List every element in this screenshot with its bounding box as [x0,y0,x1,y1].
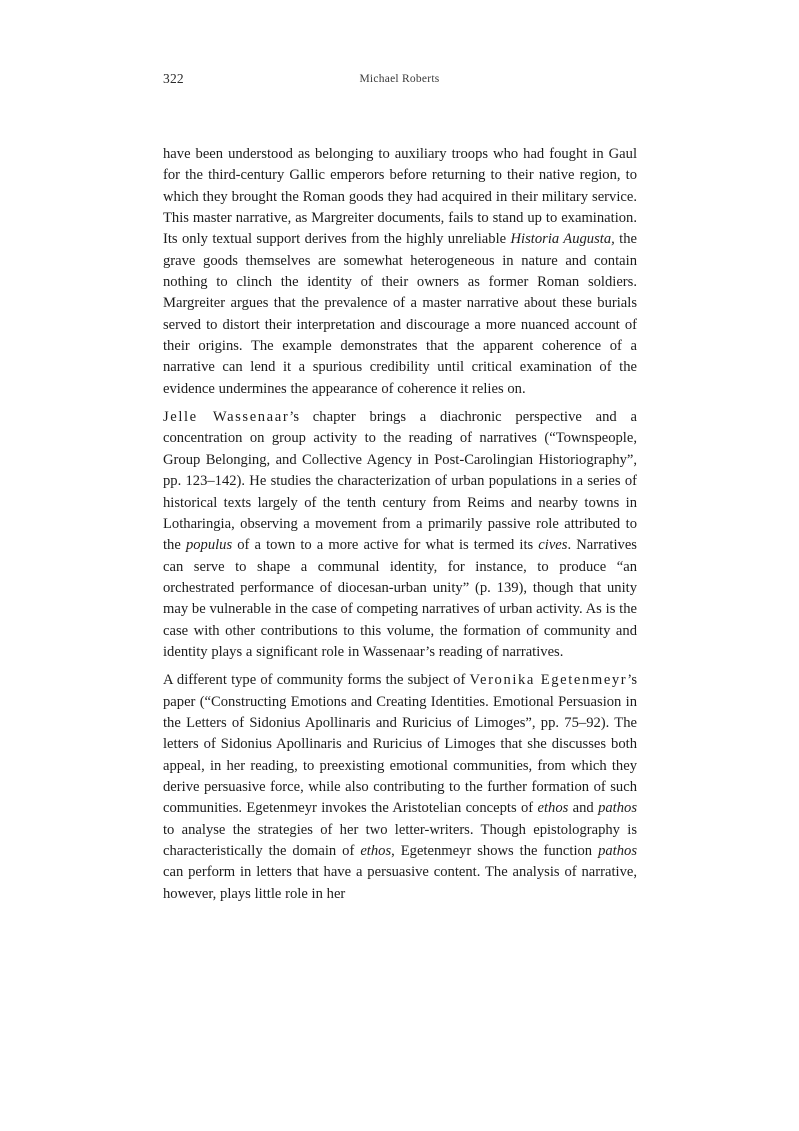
italic-text: ethos [537,800,569,817]
italic-text: Historia Augusta, [510,231,615,248]
body-text-column [163,144,637,905]
italic-text: pathos [598,843,637,859]
paragraph: Jelle Wassenaar’s chapter brings a diachronic perspective and a concentration on group activity to the reading of narratives (“Townspeople, Group Belonging, and Collective Agency in Post-Carolingian Historiography”, pp. 123–142). He studies the characterization of urban populations in a series of historical texts largely of the tenth century from Reims and nearby towns in Lotharingia, observing a movement from a primarily passive role attributed to the populus of a town to a more active for what is termed its cives. Narratives can serve to shape a communal identity, for instance, to produce “an orchestrated performance of diocesan-urban unity” (p. 139), though that unity may be vulnerable in the case of competing narratives of urban activity. As is the case with other contributions to this volume, the formation of community and identity plays a significant role in Wassenaar’s reading of narratives. [163,409,637,660]
paragraph: A different type of community forms the subject of Veronika Egetenmeyr’s paper (“Constructing Emotions and Creating Identities. Emotional Persuasion in the Letters of Sidonius Apollinaris and Ruricius of Limoges”, pp. 75–92). The letters of Sidonius Apollinaris and Ruricius of Limoges that she discusses both appeal, in her reading, to preexisting emotional communities, from which they derive persuasive force, while also contributing to the further formation of such communities. Egetenmeyr invokes the Aristotelian concepts of ethos and pathos to analyse the strategies of her two letter-writers. Though epistolography is characteristically the domain of ethos, Egetenmeyr shows the function pathos can perform in letters that have a persuasive content. The analysis of narrative, however, plays little role in her [163,672,637,902]
italic-text: populus [185,537,233,554]
letterspaced-name: Jelle Wassenaar [163,409,290,426]
running-head [163,70,636,88]
page-number: 322 [163,71,184,86]
italic-text: cives [538,537,568,554]
italic-text: ethos [360,843,392,859]
running-title: Michael Roberts [359,73,440,85]
paragraph: have been understood as belonging to auxiliary troops who had fought in Gaul for the third-century Gallic emperors before returning to their native region, to which they brought the Roman goods they had acquired in their military service. This master narrative, as Margreiter documents, fails to stand up to examination. Its only textual support derives from the highly unreliable Historia Augusta, the grave goods themselves are somewhat heterogeneous in nature and contain nothing to clinch the identity of their owners as former Roman soldiers. Margreiter argues that the prevalence of a master narrative about these burials served to distort their interpretation and discourage a more nuanced account of their origins. The example demonstrates that the apparent coherence of a narrative can lend it a spurious credibility until critical examination of the evidence undermines the appearance of coherence it relies on. [163,146,637,397]
letterspaced-name: Veronika Egetenmeyr [469,672,628,689]
italic-text: pathos [598,800,637,817]
